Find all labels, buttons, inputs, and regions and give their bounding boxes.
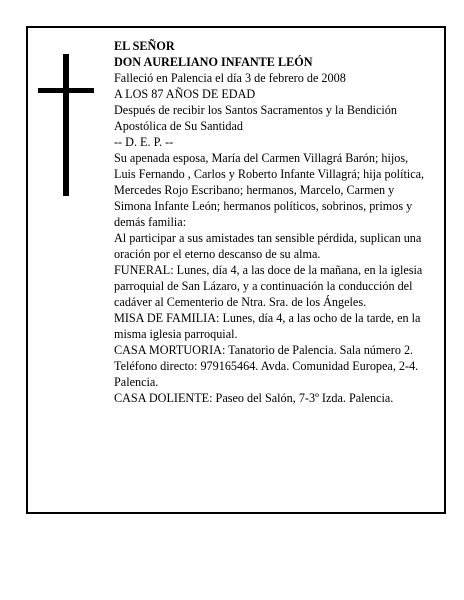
rip-line: -- D. E. P. -- (114, 135, 174, 149)
mourning-house-paragraph: CASA DOLIENTE: Paseo del Salón, 7-3º Izda. Palencia. (114, 391, 394, 405)
deceased-name: DON AURELIANO INFANTE LEÓN (114, 55, 313, 69)
request-paragraph: Al participar a sus amistades tan sensible pérdida, suplican una oración por el eterno descanso de su alma. (114, 231, 422, 261)
notice-text (114, 38, 426, 406)
cross-vertical-bar (63, 54, 69, 196)
cross-horizontal-bar (38, 88, 94, 93)
funeral-home-paragraph: CASA MORTUORIA: Tanatorio de Palencia. Sala número 2. Teléfono directo: 979165464. Avda. Comunidad Europea, 2-4. Palencia. (114, 343, 419, 389)
notice-title: EL SEÑOR (114, 39, 175, 53)
sacraments-paragraph: Después de recibir los Santos Sacramentos y la Bendición Apostólica de Su Santidad (114, 103, 397, 133)
age-line: A LOS 87 AÑOS DE EDAD (114, 87, 256, 101)
family-paragraph: Su apenada esposa, María del Carmen Villagrá Barón; hijos, Luis Fernando , Carlos y Roberto Infante Villagrá; hija política, Mercedes Rojo Escribano; hermanos, Marcelo, Carmen y Simona Infante León; hermanos políticos, sobrinos, primos y demás familia: (114, 151, 425, 229)
family-mass-paragraph: MISA DE FAMILIA: Lunes, día 4, a las ocho de la tarde, en la misma iglesia parroquial. (114, 311, 421, 341)
death-line: Falleció en Palencia el día 3 de febrero de 2008 (114, 71, 346, 85)
funeral-paragraph: FUNERAL: Lunes, día 4, a las doce de la mañana, en la iglesia parroquial de San Lázaro, y a continuación la conducción del cadáver al Cementerio de Ntra. Sra. de los Ángeles. (114, 263, 423, 309)
